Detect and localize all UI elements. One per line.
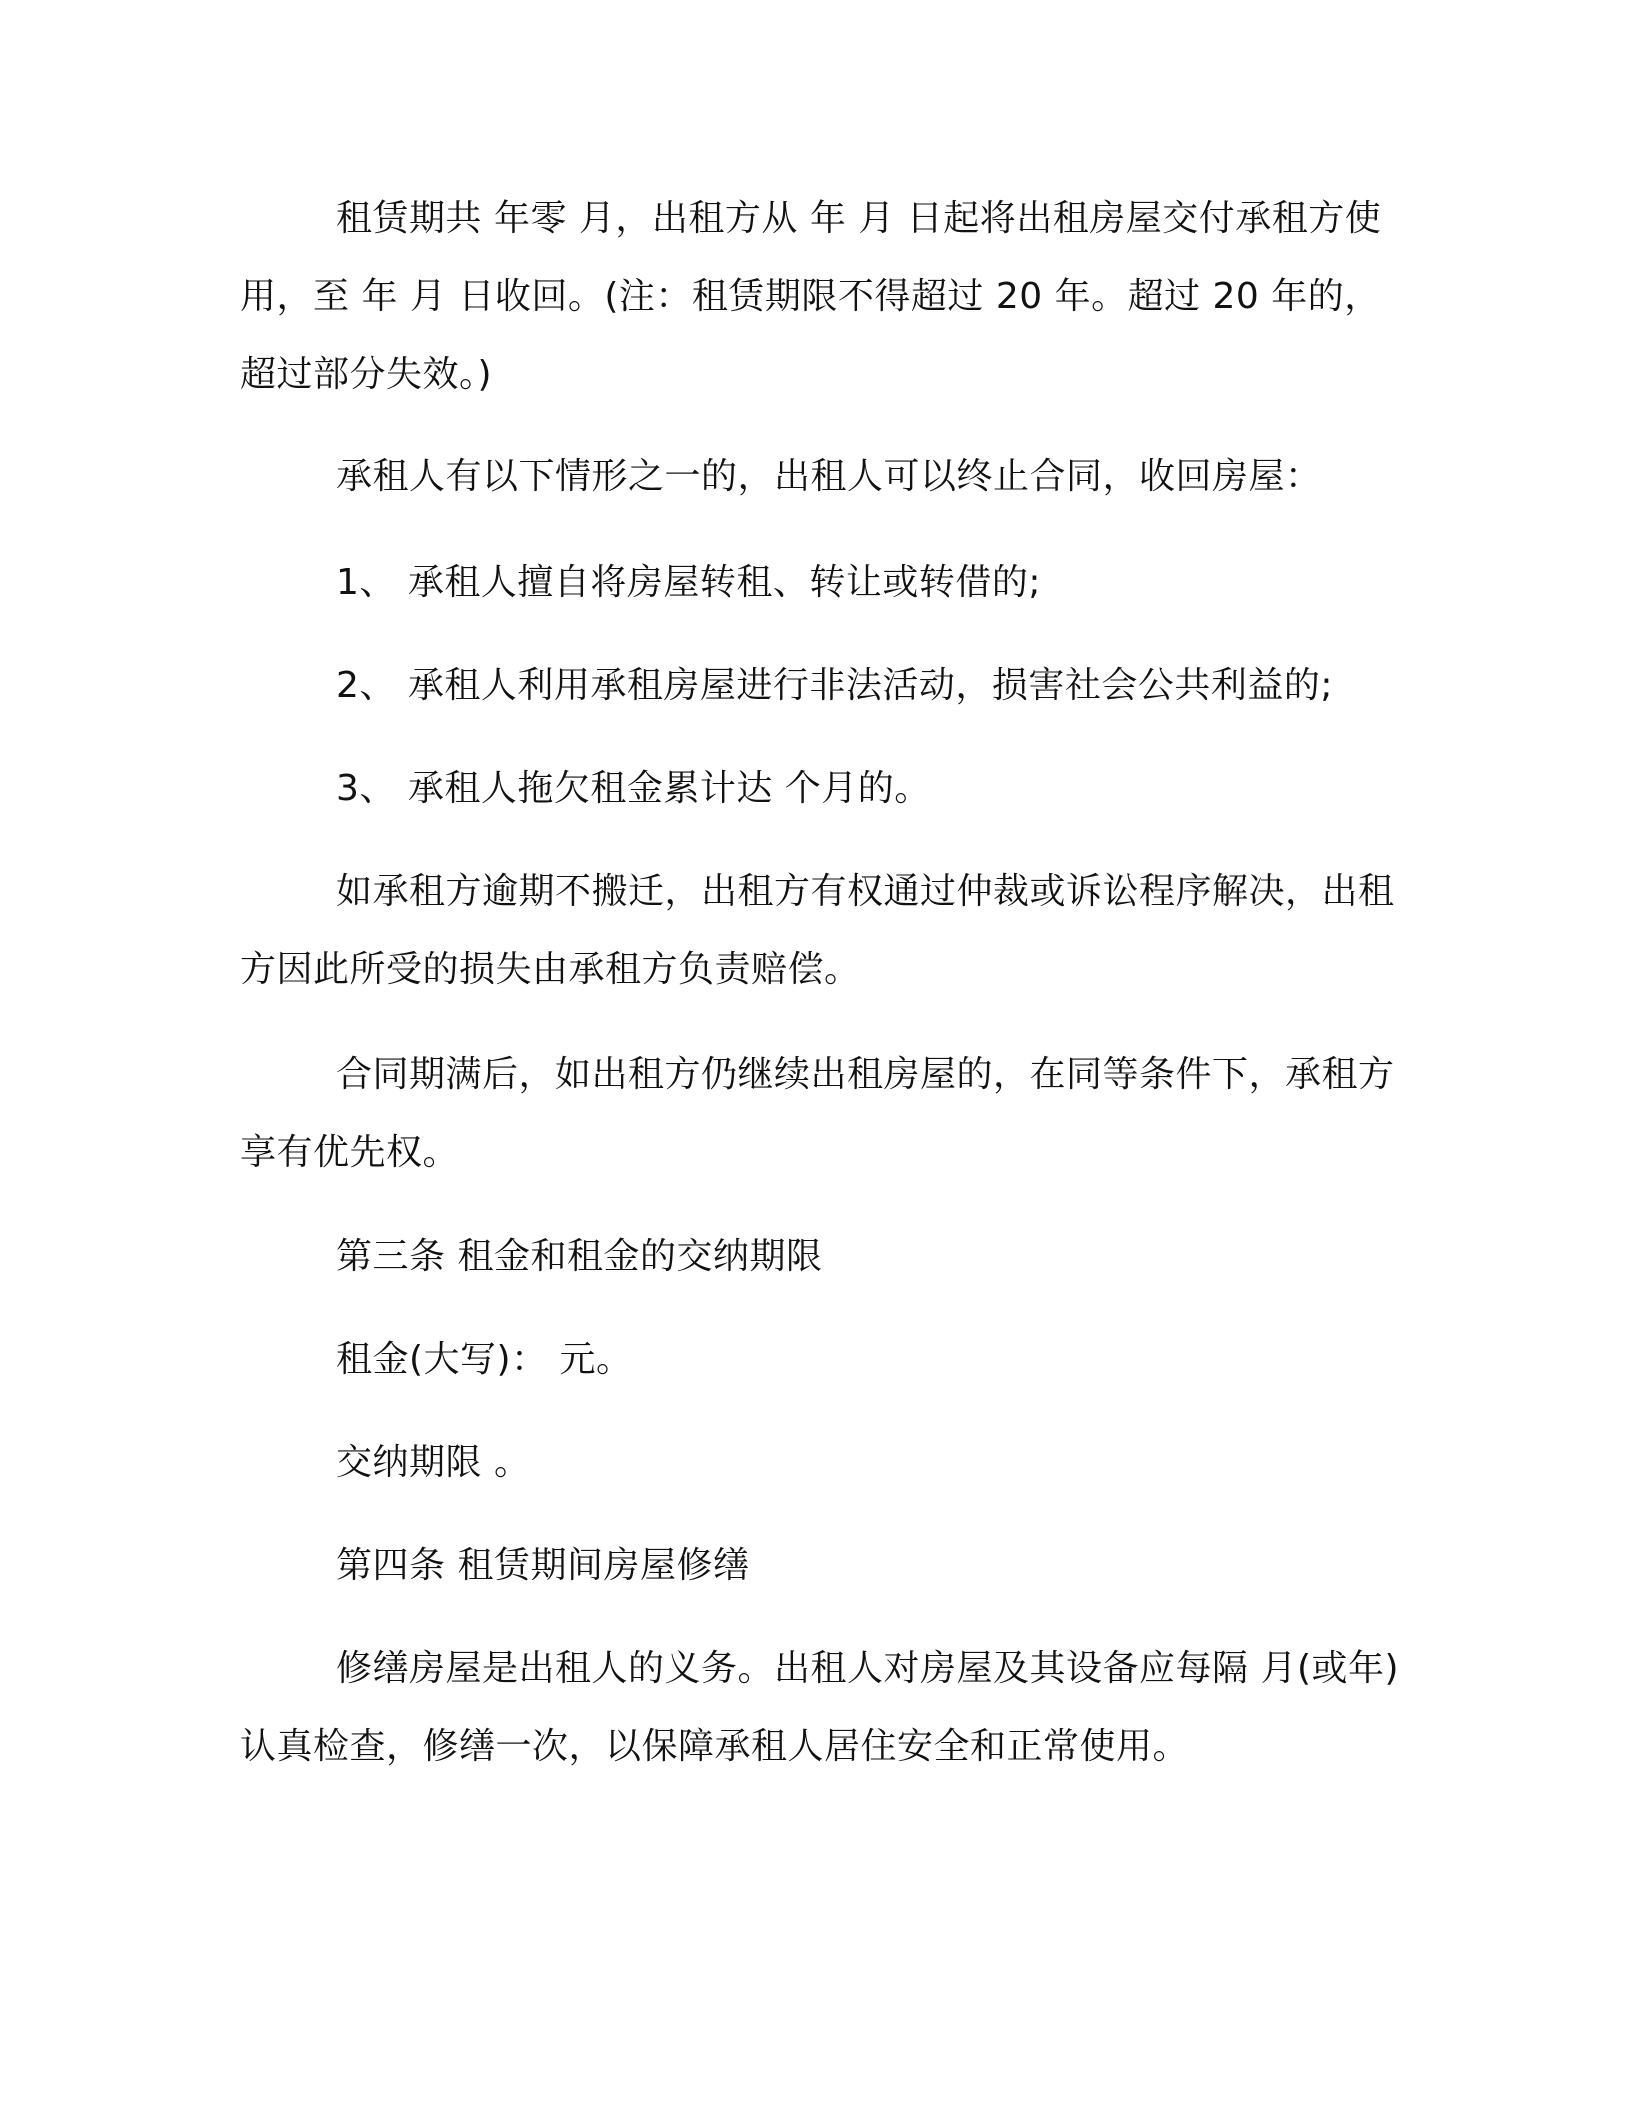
paragraph-termination-intro: 承租人有以下情形之一的，出租人可以终止合同，收回房屋： [336,456,1322,497]
section-heading-article-4: 第四条 租赁期间房屋修缮 [336,1545,750,1586]
paragraph-repair-duty: 修缮房屋是出租人的义务。出租人对房屋及其设备应每隔 月(或年)认真检查，修缮一次，以保障承租人居住安全和正常使用。 [240,1648,1400,1767]
paragraph-condition-1: 1、 承租人擅自将房屋转租、转让或转借的; [336,562,1041,603]
paragraph-lease-term: 租赁期共 年零 月，出租方从 年 月 日起将出租房屋交付承租方使用，至 年 月 日收回。(注：租赁期限不得超过 20 年。超过 20 年的，超过部分失效。) [240,198,1382,395]
paragraph-overdue-eviction: 如承租方逾期不搬迁，出租方有权通过仲裁或诉讼程序解决，出租方因此所受的损失由承租方负责赔偿。 [240,871,1395,990]
paragraph-rent-amount: 租金(大写)： 元。 [336,1339,633,1380]
paragraph-condition-2: 2、 承租人利用承租房屋进行非法活动，损害社会公共利益的; [336,665,1333,706]
paragraph-condition-3: 3、 承租人拖欠租金累计达 个月的。 [336,768,931,809]
paragraph-priority-right: 合同期满后，如出租方仍继续出租房屋的，在同等条件下，承租方享有优先权。 [240,1054,1395,1173]
section-heading-article-3: 第三条 租金和租金的交纳期限 [336,1236,823,1277]
paragraph-payment-deadline: 交纳期限 。 [336,1442,531,1483]
